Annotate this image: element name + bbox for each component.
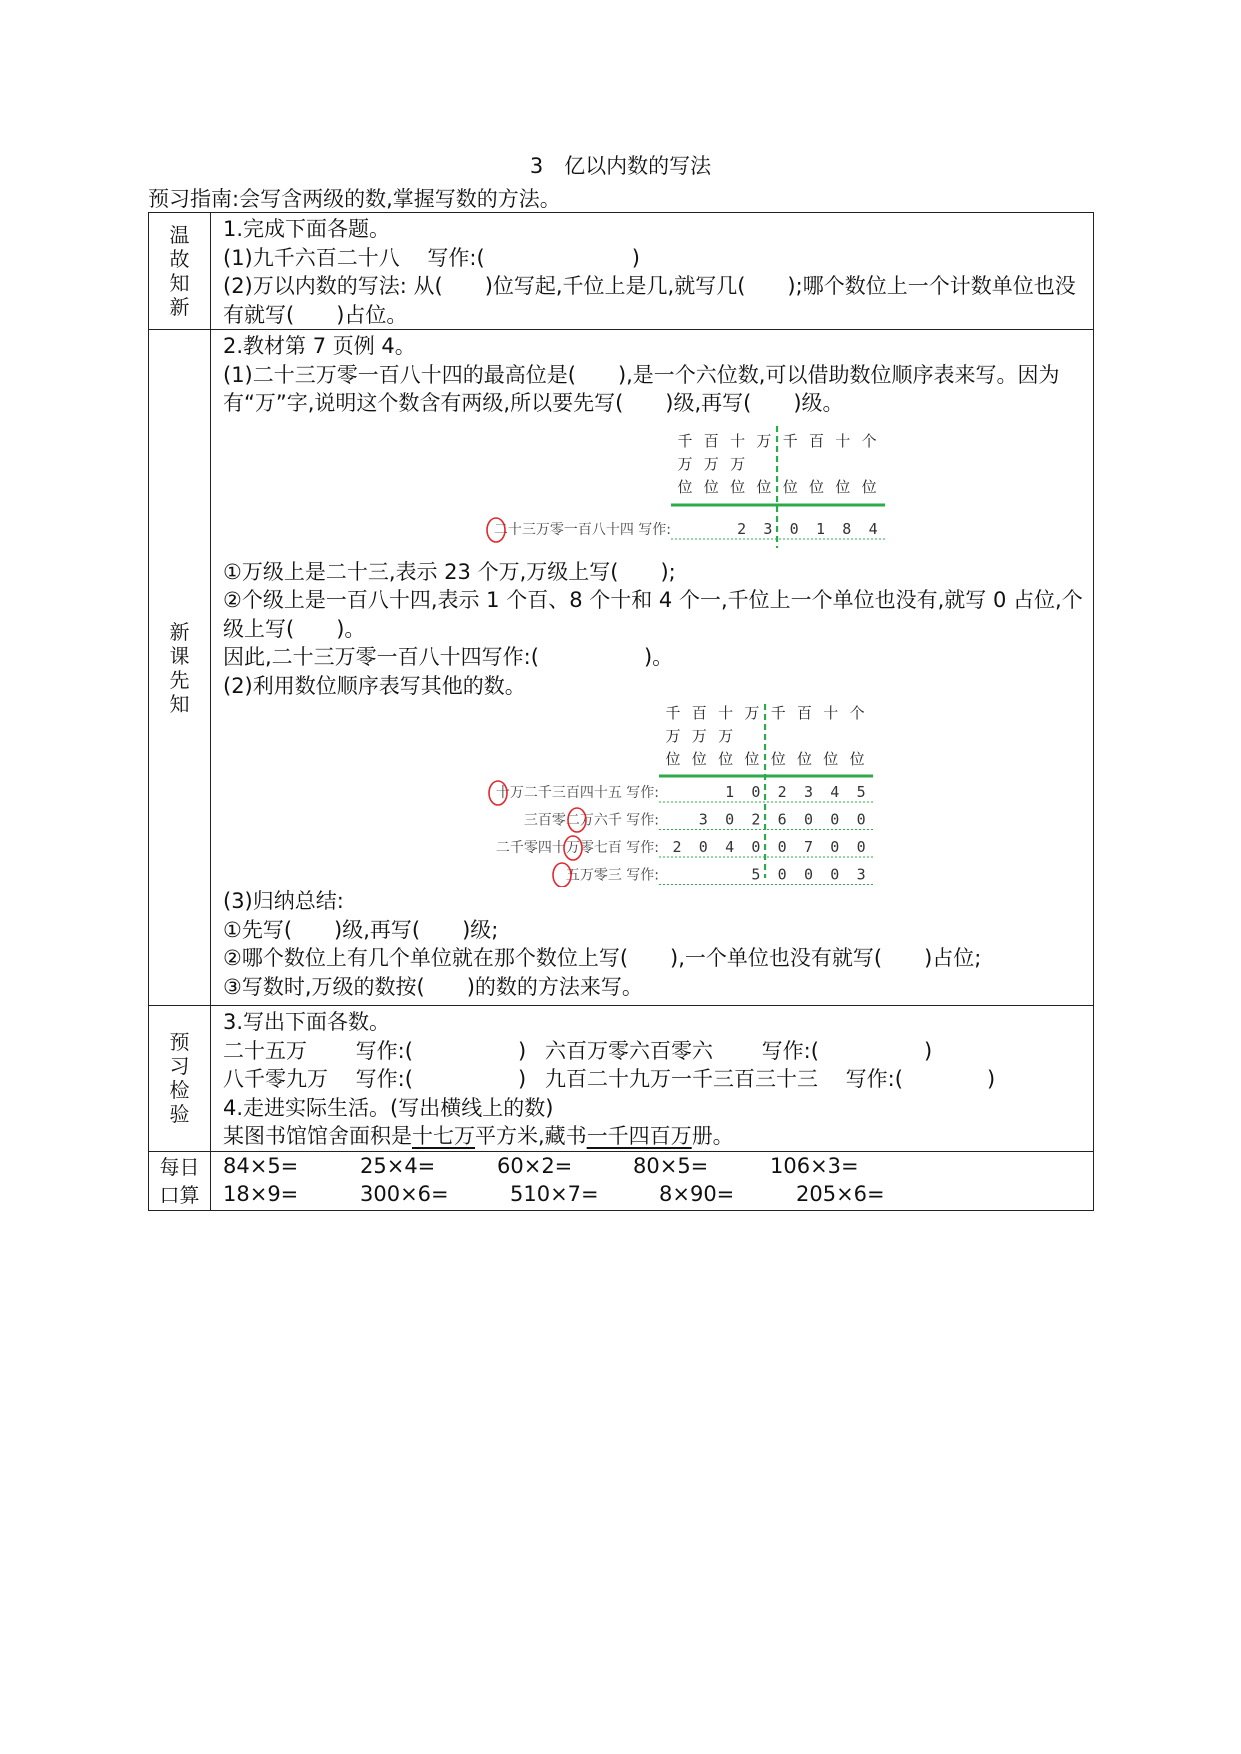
row-digit: 0 [751, 838, 761, 856]
worksheet-table [148, 212, 1094, 1211]
row-digit: 2 [737, 519, 747, 538]
header-char: 千 [677, 431, 693, 450]
review-row [149, 213, 1094, 330]
text-line: 因此,二十三万零一百八十四写作:( )。 [223, 645, 674, 669]
row-digit: 4 [830, 783, 840, 801]
text-line: 1.完成下面各题。 [223, 217, 391, 241]
page-title: 3 亿以内数的写法 [529, 154, 712, 178]
text-line: 3.写出下面各数。 [223, 1010, 391, 1034]
row-digit: 0 [856, 838, 866, 856]
text-line: (1)二十三万零一百八十四的最高位是( ),是一个六位数,可以借助数位顺序表来写。因为有“万”字,说明这个数含有两级,所以要先写( )级,再写( )级。 [223, 362, 1060, 415]
row-digit: 4 [725, 838, 735, 856]
header-char: 位 [808, 477, 825, 496]
place-value-chart-2-svg [223, 700, 923, 887]
oral-item: 60×2= [497, 1153, 573, 1178]
text-line: ②个级上是一百八十四,表示 1 个百、8 个十和 4 个一,千位上一个单位也没有,就写 0 占位,个级上写( )。 [223, 588, 1083, 641]
header-char: 万 [718, 727, 734, 745]
row-digit: 7 [803, 838, 814, 856]
header-char: 位 [756, 477, 772, 496]
header-char: 千 [665, 704, 681, 722]
oral-item: 106×3= [770, 1153, 859, 1178]
header-char: 十 [823, 704, 839, 722]
text-line: (2)万以内数的写法: 从( )位写起,千位上是几,就写几( );哪个数位上一个计数单位也没有就写( )占位。 [223, 274, 1076, 327]
new-lesson-label: 新 课 先 知 [149, 330, 211, 1006]
text-line: 2.教材第 7 页例 4。 [223, 334, 416, 358]
header-char: 百 [691, 704, 707, 722]
row-digit: 3 [856, 865, 866, 884]
row-digit: 0 [830, 810, 840, 829]
preview-guide: 预习指南:会写含两级的数,掌握写数的方法。 [148, 187, 561, 211]
text-line [223, 1037, 1093, 1066]
row-digit: 0 [698, 838, 708, 856]
header-char: 位 [665, 750, 681, 768]
exercise-item: 二十五万 写作:( ) [223, 1038, 527, 1063]
underlined-number: 一千四百万 [586, 1124, 692, 1148]
header-char: 千 [770, 704, 786, 722]
row-digit: 0 [725, 810, 735, 829]
row-digit: 5 [751, 865, 761, 884]
check-row [149, 1006, 1094, 1152]
text-fragment: 册。 [691, 1124, 734, 1148]
text-line: (3)归纳总结: [223, 889, 344, 913]
header-char: 十 [835, 431, 851, 450]
row-digit: 0 [803, 810, 814, 829]
header-char: 位 [823, 750, 839, 768]
header-char: 位 [835, 477, 851, 496]
header-char: 百 [796, 704, 813, 722]
exercise-item: 八千零九万 写作:( ) [223, 1067, 527, 1091]
oral-line [223, 1152, 1093, 1180]
place-value-chart-2 [223, 700, 1093, 887]
header-char: 位 [849, 750, 865, 768]
header-char: 万 [665, 727, 681, 745]
header-char: 百 [703, 431, 719, 450]
oral-item: 18×9= [223, 1181, 299, 1206]
header-char: 万 [744, 704, 760, 722]
text-line: (1)九千六百二十八 写作:( ) [223, 245, 640, 270]
row-digit: 0 [789, 519, 799, 538]
row-digit: 6 [777, 810, 787, 829]
new-lesson-content [211, 330, 1094, 1006]
row-digit: 0 [777, 838, 787, 856]
header-char: 万 [691, 727, 707, 745]
text-line: (2)利用数位顺序表写其他的数。 [223, 673, 526, 698]
row-digit: 5 [856, 783, 866, 801]
header-char: 十 [730, 431, 746, 450]
header-char: 位 [796, 750, 813, 768]
row-digit: 3 [763, 519, 773, 538]
header-char: 位 [730, 477, 746, 496]
row-digit: 3 [803, 783, 814, 801]
row-digit: 3 [698, 810, 708, 829]
row-digit: 0 [830, 838, 840, 856]
row-digit: 0 [856, 810, 866, 829]
oral-line [223, 1180, 1093, 1208]
header-char: 千 [782, 431, 798, 450]
row-digit: 8 [842, 519, 852, 538]
row-digit: 0 [777, 865, 787, 884]
check-content [211, 1006, 1094, 1152]
oral-item: 25×4= [360, 1153, 436, 1178]
oral-item: 80×5= [633, 1153, 709, 1178]
header-char: 位 [677, 477, 693, 496]
row-digit: 0 [803, 865, 814, 884]
text-line: 4.走进实际生活。(写出横线上的数) [223, 1095, 554, 1120]
place-value-chart-1-svg [223, 418, 923, 558]
oral-content [211, 1151, 1094, 1210]
row-digit: 2 [672, 838, 682, 856]
text-line [223, 1065, 1093, 1094]
row-digit: 2 [777, 783, 787, 801]
text-line: ②哪个数位上有几个单位就在那个数位上写( ),一个单位也没有就写( )占位; [223, 946, 982, 970]
header-char: 万 [730, 454, 746, 473]
header-char: 十 [718, 704, 734, 722]
place-value-chart-1 [223, 418, 1093, 558]
text-line [223, 1122, 1093, 1151]
text-line: ①先写( )级,再写( )级; [223, 917, 499, 942]
header-char: 百 [808, 431, 825, 450]
exercise-item: 六百万零六百零六 写作:( ) [545, 1038, 933, 1063]
header-char: 万 [756, 431, 772, 450]
check-label: 预 习 检 验 [149, 1006, 211, 1152]
oral-item: 510×7= [510, 1181, 599, 1206]
exercise-item: 九百二十九万一千三百三十三 写作:( ) [545, 1067, 996, 1091]
header-char: 位 [703, 477, 719, 496]
text-line: ③写数时,万级的数按( )的数的方法来写。 [223, 974, 643, 999]
header-char: 位 [691, 750, 707, 768]
header-char: 位 [782, 477, 798, 496]
header-char: 个 [861, 431, 877, 450]
oral-item: 8×90= [659, 1181, 735, 1206]
text-line: ①万级上是二十三,表示 23 个万,万级上写( ); [223, 559, 676, 584]
oral-item: 205×6= [796, 1181, 885, 1206]
header-char: 位 [770, 750, 786, 768]
header-char: 位 [744, 750, 760, 768]
text-fragment: 某图书馆馆舍面积是 [223, 1124, 412, 1148]
row-label: 二千零四十万零七百 写作: [495, 840, 659, 856]
review-content [211, 213, 1094, 330]
new-lesson-row [149, 330, 1094, 1006]
oral-item: 300×6= [360, 1181, 449, 1206]
underlined-number: 十七万 [412, 1124, 475, 1148]
row-label: 二十三万零一百八十四 写作: [493, 521, 671, 538]
row-label: 五万零三 写作: [565, 867, 659, 884]
row-digit: 4 [868, 519, 878, 538]
header-char: 万 [677, 454, 693, 473]
row-digit: 1 [815, 519, 826, 538]
oral-item: 84×5= [223, 1153, 299, 1178]
review-label: 温 故 知 新 [149, 213, 211, 330]
oral-label: 每日 口算 [149, 1151, 211, 1210]
oral-row [149, 1151, 1094, 1210]
row-label: 十万二千三百四十五 写作: [495, 785, 659, 801]
row-digit: 2 [751, 810, 761, 829]
header-char: 位 [861, 477, 877, 496]
row-digit: 0 [830, 865, 840, 884]
header-char: 万 [703, 454, 719, 473]
row-digit: 1 [725, 783, 735, 801]
text-fragment: 平方米,藏书 [475, 1124, 587, 1148]
row-label: 三百零二万六千 写作: [523, 812, 659, 829]
row-digit: 0 [751, 783, 761, 801]
header-char: 个 [849, 704, 865, 722]
header-char: 位 [718, 750, 734, 768]
